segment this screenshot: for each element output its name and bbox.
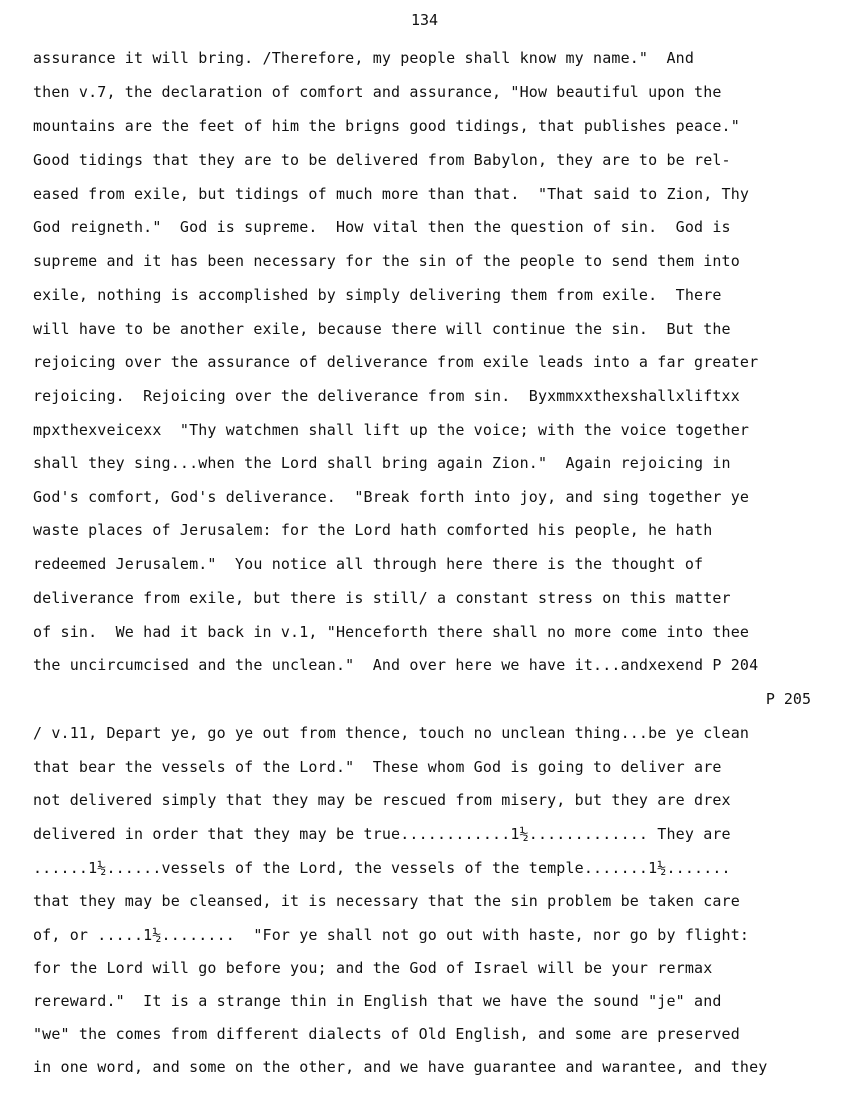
text-line: God reigneth." God is supreme. How vital then the question of sin. God is — [33, 218, 731, 236]
text-line: of, or .....1½........ "For ye shall not go out with haste, nor go by flight: — [33, 926, 750, 944]
text-line: the uncircumcised and the unclean." And over here we have it...andxexend P 204 — [33, 656, 759, 674]
text-line: shall they sing...when the Lord shall bring again Zion." Again rejoicing in — [33, 454, 731, 472]
text-line: rereward." It is a strange thin in English that we have the sound "je" and — [33, 992, 722, 1010]
text-line: supreme and it has been necessary for the sin of the people to send them into — [33, 252, 740, 270]
text-line: delivered in order that they may be true............1½............. They are — [33, 825, 731, 843]
text-line: rejoicing. Rejoicing over the deliverance from sin. Byxmmxxthexshallxliftxx — [33, 387, 740, 405]
text-line: God's comfort, God's deliverance. "Break forth into joy, and sing together ye — [33, 488, 750, 506]
text-line: for the Lord will go before you; and the God of Israel will be your rermax — [33, 959, 713, 977]
text-line: in one word, and some on the other, and we have guarantee and warantee, and they — [33, 1058, 768, 1076]
text-line: assurance it will bring. /Therefore, my people shall know my name." And — [33, 49, 695, 67]
text-line: exile, nothing is accomplished by simply delivering them from exile. There — [33, 286, 722, 304]
page-number: 134 — [410, 11, 439, 29]
text-line: that they may be cleansed, it is necessary that the sin problem be taken care — [33, 892, 740, 910]
page-marker: P 205 — [765, 690, 811, 708]
text-line: "we" the comes from different dialects of Old English, and some are preserved — [33, 1025, 740, 1043]
text-line: Good tidings that they are to be delivered from Babylon, they are to be rel- — [33, 151, 731, 169]
text-line: then v.7, the declaration of comfort and assurance, "How beautiful upon the — [33, 83, 722, 101]
text-line: redeemed Jerusalem." You notice all through here there is the thought of — [33, 555, 704, 573]
text-line: / v.11, Depart ye, go ye out from thence, touch no unclean thing...be ye clean — [33, 724, 750, 742]
text-line: that bear the vessels of the Lord." These whom God is going to deliver are — [33, 758, 722, 776]
text-line: mountains are the feet of him the brigns good tidings, that publishes peace." — [33, 117, 740, 135]
text-line: rejoicing over the assurance of deliverance from exile leads into a far greater — [33, 353, 759, 371]
text-line: deliverance from exile, but there is still/ a constant stress on this matter — [33, 589, 731, 607]
text-line: eased from exile, but tidings of much more than that. "That said to Zion, Thy — [33, 185, 750, 203]
text-line: of sin. We had it back in v.1, "Henceforth there shall no more come into thee — [33, 623, 750, 641]
text-line: mpxthexveicexx "Thy watchmen shall lift up the voice; with the voice together — [33, 421, 750, 439]
text-line: ......1½......vessels of the Lord, the vessels of the temple.......1½....... — [33, 859, 731, 877]
text-line: waste places of Jerusalem: for the Lord hath comforted his people, he hath — [33, 521, 713, 539]
text-line: will have to be another exile, because there will continue the sin. But the — [33, 320, 731, 338]
text-line: not delivered simply that they may be rescued from misery, but they are drex — [33, 791, 731, 809]
